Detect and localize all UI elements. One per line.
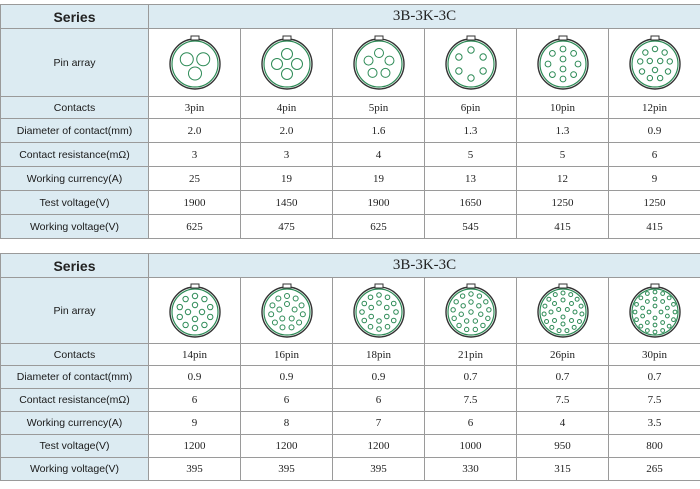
test-voltage-value: 1200: [333, 435, 425, 458]
connector-pin: [549, 310, 553, 314]
pin-array-cell: [333, 278, 425, 344]
connector-pin: [207, 304, 212, 309]
connector-pin: [645, 291, 649, 295]
connector-pin: [570, 50, 576, 56]
connector-pin: [673, 310, 677, 314]
connector-pin: [374, 48, 383, 57]
connector-pin: [575, 61, 581, 67]
connector-pin: [652, 67, 657, 72]
current-label: Working currency(A): [1, 412, 149, 435]
connector-pin: [634, 302, 638, 306]
test-voltage-value: 1000: [425, 435, 517, 458]
connector-pin: [565, 307, 569, 311]
connector-pin: [476, 303, 480, 307]
test-voltage-value: 1900: [333, 191, 425, 215]
connector-pin: [486, 307, 490, 311]
connector-pin: [545, 61, 551, 67]
connector-pin: [483, 299, 487, 303]
connector-pin: [182, 296, 187, 301]
pin-array-cell: [609, 278, 700, 344]
contacts-value: 10pin: [517, 97, 609, 119]
connector-pin: [384, 305, 389, 310]
diameter-value: 2.0: [149, 119, 241, 143]
test-voltage-value: 1250: [517, 191, 609, 215]
connector-pin: [661, 49, 666, 54]
test-voltage-value: 800: [609, 435, 700, 458]
pin-array-6pin-icon: [441, 33, 501, 93]
connector-pin: [653, 330, 657, 334]
pin-array-cell: [517, 29, 609, 97]
connector-pin: [188, 67, 201, 80]
current-value: 19: [241, 167, 333, 191]
connector-pin: [364, 56, 373, 65]
connector-pin: [385, 324, 390, 329]
connector-pin: [177, 304, 182, 309]
series-label: Series: [1, 5, 149, 29]
connector-pin: [577, 319, 581, 323]
connector-pin: [645, 299, 649, 303]
diameter-value: 1.6: [333, 119, 425, 143]
connector-pin: [368, 324, 373, 329]
resistance-label: Contact resistance(mΩ): [1, 389, 149, 412]
pin-array-3pin-icon: [165, 33, 225, 93]
working-voltage-value: 545: [425, 215, 517, 239]
connector-pin: [207, 314, 212, 319]
connector-pin: [199, 309, 204, 314]
test-voltage-label: Test voltage(V): [1, 191, 149, 215]
test-voltage-value: 1450: [241, 191, 333, 215]
diameter-value: 0.9: [241, 366, 333, 389]
connector-pin: [561, 291, 565, 295]
connector-pin: [553, 292, 557, 296]
connector-pin: [359, 309, 364, 314]
connector-pin: [634, 317, 638, 321]
working-voltage-label: Working voltage(V): [1, 458, 149, 481]
connector-pin: [568, 292, 572, 296]
working-voltage-value: 625: [149, 215, 241, 239]
contacts-value: 30pin: [609, 344, 700, 366]
pin-array-cell: [425, 29, 517, 97]
diameter-value: 0.9: [333, 366, 425, 389]
connector-pin: [647, 310, 651, 314]
connector-pin: [384, 314, 389, 319]
test-voltage-value: 950: [517, 435, 609, 458]
series-model: 3B-3K-3C: [149, 254, 700, 278]
connector-pin: [451, 316, 455, 320]
contacts-value: 4pin: [241, 97, 333, 119]
contacts-value: 3pin: [149, 97, 241, 119]
resistance-value: 6: [609, 143, 700, 167]
resistance-value: 7.5: [609, 389, 700, 412]
pin-array-10pin-icon: [533, 33, 593, 93]
working-voltage-value: 415: [517, 215, 609, 239]
current-value: 3.5: [609, 412, 700, 435]
connector-pin: [575, 297, 579, 301]
pin-array-cell: [333, 29, 425, 97]
connector-pin: [645, 328, 649, 332]
connector-pin: [485, 316, 489, 320]
connector-pin: [464, 327, 468, 331]
pin-array-cell: [241, 29, 333, 97]
current-value: 9: [149, 412, 241, 435]
connector-pin: [549, 325, 553, 329]
test-voltage-value: 1250: [609, 191, 700, 215]
connector-pin: [192, 293, 197, 298]
connector-key: [191, 36, 199, 40]
contacts-value: 5pin: [333, 97, 425, 119]
connector-pin: [268, 311, 273, 316]
working-voltage-value: 625: [333, 215, 425, 239]
pin-array-cell: [609, 29, 700, 97]
connector-pin: [455, 53, 461, 59]
connector-pin: [299, 302, 304, 307]
working-voltage-value: 395: [333, 458, 425, 481]
connector-pin: [653, 323, 657, 327]
connector-pin: [560, 56, 566, 62]
diameter-value: 0.7: [609, 366, 700, 389]
contacts-label: Contacts: [1, 344, 149, 366]
connector-pin: [385, 294, 390, 299]
connector-pin: [185, 309, 190, 314]
pin-array-4pin-icon: [257, 33, 317, 93]
resistance-value: 6: [241, 389, 333, 412]
test-voltage-value: 1200: [241, 435, 333, 458]
connector-pin: [464, 318, 468, 322]
working-voltage-value: 395: [149, 458, 241, 481]
connector-pin: [569, 301, 573, 305]
connector-pin: [542, 311, 546, 315]
connector-pin: [561, 315, 565, 319]
connector-pin: [556, 307, 560, 311]
resistance-value: 7.5: [517, 389, 609, 412]
connector-key: [283, 36, 291, 40]
connector-pin: [376, 326, 381, 331]
connector-pin: [561, 298, 565, 302]
diameter-value: 0.7: [425, 366, 517, 389]
connector-key: [467, 284, 475, 288]
pin-array-18pin-icon: [349, 281, 409, 341]
connector-pin: [640, 306, 644, 310]
test-voltage-value: 1200: [149, 435, 241, 458]
current-value: 4: [517, 412, 609, 435]
connector-pin: [271, 58, 282, 69]
connector-pin: [552, 301, 556, 305]
connector-pin: [467, 74, 473, 80]
spec-table-1: [0, 4, 700, 239]
connector-pin: [192, 316, 197, 321]
connector-pin: [569, 318, 573, 322]
connector-pin: [456, 323, 460, 327]
pin-array-30pin-icon: [625, 281, 685, 341]
connector-pin: [296, 319, 301, 324]
connector-pin: [560, 66, 566, 72]
connector-shell: [630, 287, 680, 337]
connector-pin: [572, 325, 576, 329]
connector-pin: [477, 293, 481, 297]
connector-pin: [272, 319, 277, 324]
resistance-label: Contact resistance(mΩ): [1, 143, 149, 167]
connector-key: [651, 284, 659, 288]
connector-pin: [201, 296, 206, 301]
connector-pin: [667, 295, 671, 299]
resistance-value: 5: [425, 143, 517, 167]
diameter-value: 0.7: [517, 366, 609, 389]
working-voltage-value: 475: [241, 215, 333, 239]
connector-pin: [544, 319, 548, 323]
connector-pin: [479, 53, 485, 59]
connector-pin: [479, 67, 485, 73]
resistance-value: 4: [333, 143, 425, 167]
pin-array-14pin-icon: [165, 281, 225, 341]
current-value: 13: [425, 167, 517, 191]
connector-pin: [473, 318, 477, 322]
series-model: 3B-3K-3C: [149, 5, 700, 29]
diameter-value: 2.0: [241, 119, 333, 143]
connector-pin: [281, 68, 292, 79]
pin-array-cell: [241, 278, 333, 344]
connector-key: [651, 36, 659, 40]
resistance-value: 7.5: [425, 389, 517, 412]
resistance-value: 3: [241, 143, 333, 167]
connector-key: [375, 36, 383, 40]
connector-pin: [633, 310, 637, 314]
contacts-label: Contacts: [1, 97, 149, 119]
connector-pin: [459, 312, 463, 316]
test-voltage-value: 1900: [149, 191, 241, 215]
contacts-value: 16pin: [241, 344, 333, 366]
connector-pin: [380, 68, 389, 77]
connector-pin: [460, 303, 464, 307]
connector-pin: [665, 306, 669, 310]
connector-pin: [376, 318, 381, 323]
connector-pin: [570, 71, 576, 77]
pin-array-26pin-icon: [533, 281, 593, 341]
connector-pin: [657, 58, 662, 63]
connector-key: [283, 284, 291, 288]
connector-pin: [275, 296, 280, 301]
connector-shell: [262, 39, 312, 89]
pin-array-label: Pin array: [1, 278, 149, 344]
diameter-value: 0.9: [609, 119, 700, 143]
current-value: 8: [241, 412, 333, 435]
current-value: 12: [517, 167, 609, 191]
connector-shell: [354, 39, 404, 89]
pin-array-5pin-icon: [349, 33, 409, 93]
connector-pin: [659, 310, 663, 314]
connector-pin: [653, 304, 657, 308]
connector-pin: [201, 322, 206, 327]
resistance-value: 3: [149, 143, 241, 167]
connector-pin: [368, 68, 377, 77]
pin-array-cell: [149, 278, 241, 344]
working-voltage-value: 315: [517, 458, 609, 481]
connector-pin: [393, 309, 398, 314]
connector-pin: [647, 58, 652, 63]
connector-pin: [361, 318, 366, 323]
connector-pin: [642, 49, 647, 54]
connector-pin: [289, 324, 294, 329]
connector-pin: [652, 46, 657, 51]
connector-pin: [293, 296, 298, 301]
connector-pin: [560, 46, 566, 52]
test-voltage-label: Test voltage(V): [1, 435, 149, 458]
connector-pin: [368, 305, 373, 310]
connector-pin: [638, 295, 642, 299]
connector-pin: [467, 46, 473, 52]
connector-pin: [281, 48, 292, 59]
connector-pin: [453, 299, 457, 303]
connector-pin: [376, 292, 381, 297]
contacts-value: 14pin: [149, 344, 241, 366]
connector-pin: [671, 317, 675, 321]
connector-pin: [660, 320, 664, 324]
pin-array-cell: [149, 29, 241, 97]
connector-pin: [660, 328, 664, 332]
current-value: 7: [333, 412, 425, 435]
connector-key: [375, 284, 383, 288]
connector-shell: [170, 39, 220, 89]
diameter-value: 0.9: [149, 366, 241, 389]
connector-pin: [657, 75, 662, 80]
connector-pin: [468, 309, 472, 313]
connector-pin: [653, 290, 657, 294]
connector-pin: [391, 318, 396, 323]
contacts-value: 21pin: [425, 344, 517, 366]
pin-array-cell: [517, 278, 609, 344]
working-voltage-value: 265: [609, 458, 700, 481]
working-voltage-value: 415: [609, 215, 700, 239]
working-voltage-label: Working voltage(V): [1, 215, 149, 239]
connector-pin: [640, 314, 644, 318]
spec-table-2: [0, 253, 700, 481]
connector-key: [467, 36, 475, 40]
connector-pin: [269, 302, 274, 307]
connector-pin: [667, 324, 671, 328]
connector-pin: [552, 318, 556, 322]
connector-pin: [667, 58, 672, 63]
connector-pin: [579, 304, 583, 308]
working-voltage-value: 395: [241, 458, 333, 481]
current-value: 6: [425, 412, 517, 435]
contacts-value: 6pin: [425, 97, 517, 119]
current-value: 9: [609, 167, 700, 191]
connector-pin: [639, 68, 644, 73]
connector-pin: [473, 327, 477, 331]
series-label: Series: [1, 254, 149, 278]
connector-pin: [645, 320, 649, 324]
connector-pin: [653, 316, 657, 320]
working-voltage-value: 330: [425, 458, 517, 481]
connector-pin: [560, 76, 566, 82]
current-value: 19: [333, 167, 425, 191]
current-value: 25: [149, 167, 241, 191]
connector-pin: [276, 307, 281, 312]
connector-pin: [182, 322, 187, 327]
connector-pin: [376, 300, 381, 305]
connector-pin: [284, 301, 289, 306]
diameter-value: 1.3: [425, 119, 517, 143]
connector-pin: [180, 52, 193, 65]
resistance-value: 5: [517, 143, 609, 167]
connector-pin: [468, 291, 472, 295]
connector-pin: [542, 304, 546, 308]
connector-pin: [561, 322, 565, 326]
connector-pin: [279, 324, 284, 329]
connector-pin: [300, 311, 305, 316]
connector-pin: [368, 294, 373, 299]
connector-pin: [665, 68, 670, 73]
contacts-value: 18pin: [333, 344, 425, 366]
connector-pin: [291, 58, 302, 69]
connector-key: [559, 284, 567, 288]
pin-array-label: Pin array: [1, 29, 149, 97]
pin-array-cell: [425, 278, 517, 344]
connector-pin: [557, 328, 561, 332]
connector-pin: [289, 315, 294, 320]
pin-array-21pin-icon: [441, 281, 501, 341]
connector-pin: [638, 324, 642, 328]
connector-pin: [564, 328, 568, 332]
diameter-value: 1.3: [517, 119, 609, 143]
connector-pin: [665, 314, 669, 318]
connector-pin: [192, 325, 197, 330]
connector-pin: [660, 299, 664, 303]
connector-pin: [637, 58, 642, 63]
connector-pin: [549, 71, 555, 77]
diameter-label: Diameter of contact(mm): [1, 119, 149, 143]
connector-key: [191, 284, 199, 288]
connector-pin: [671, 302, 675, 306]
pin-array-12pin-icon: [625, 33, 685, 93]
resistance-value: 6: [333, 389, 425, 412]
connector-pin: [573, 310, 577, 314]
connector-pin: [468, 299, 472, 303]
connector-pin: [653, 297, 657, 301]
connector-pin: [450, 307, 454, 311]
connector-pin: [177, 314, 182, 319]
pin-array-16pin-icon: [257, 281, 317, 341]
connector-pin: [478, 312, 482, 316]
resistance-value: 6: [149, 389, 241, 412]
diameter-label: Diameter of contact(mm): [1, 366, 149, 389]
current-label: Working currency(A): [1, 167, 149, 191]
connector-pin: [284, 293, 289, 298]
connector-pin: [292, 307, 297, 312]
connector-pin: [368, 314, 373, 319]
test-voltage-value: 1650: [425, 191, 517, 215]
connector-pin: [361, 301, 366, 306]
connector-pin: [279, 315, 284, 320]
connector-pin: [192, 302, 197, 307]
connector-pin: [391, 301, 396, 306]
connector-pin: [455, 67, 461, 73]
contacts-value: 12pin: [609, 97, 700, 119]
contacts-value: 26pin: [517, 344, 609, 366]
connector-pin: [384, 56, 393, 65]
connector-pin: [196, 52, 209, 65]
connector-pin: [660, 291, 664, 295]
connector-pin: [549, 50, 555, 56]
connector-key: [559, 36, 567, 40]
connector-pin: [480, 323, 484, 327]
connector-pin: [579, 311, 583, 315]
connector-pin: [647, 75, 652, 80]
connector-pin: [460, 293, 464, 297]
connector-pin: [546, 297, 550, 301]
